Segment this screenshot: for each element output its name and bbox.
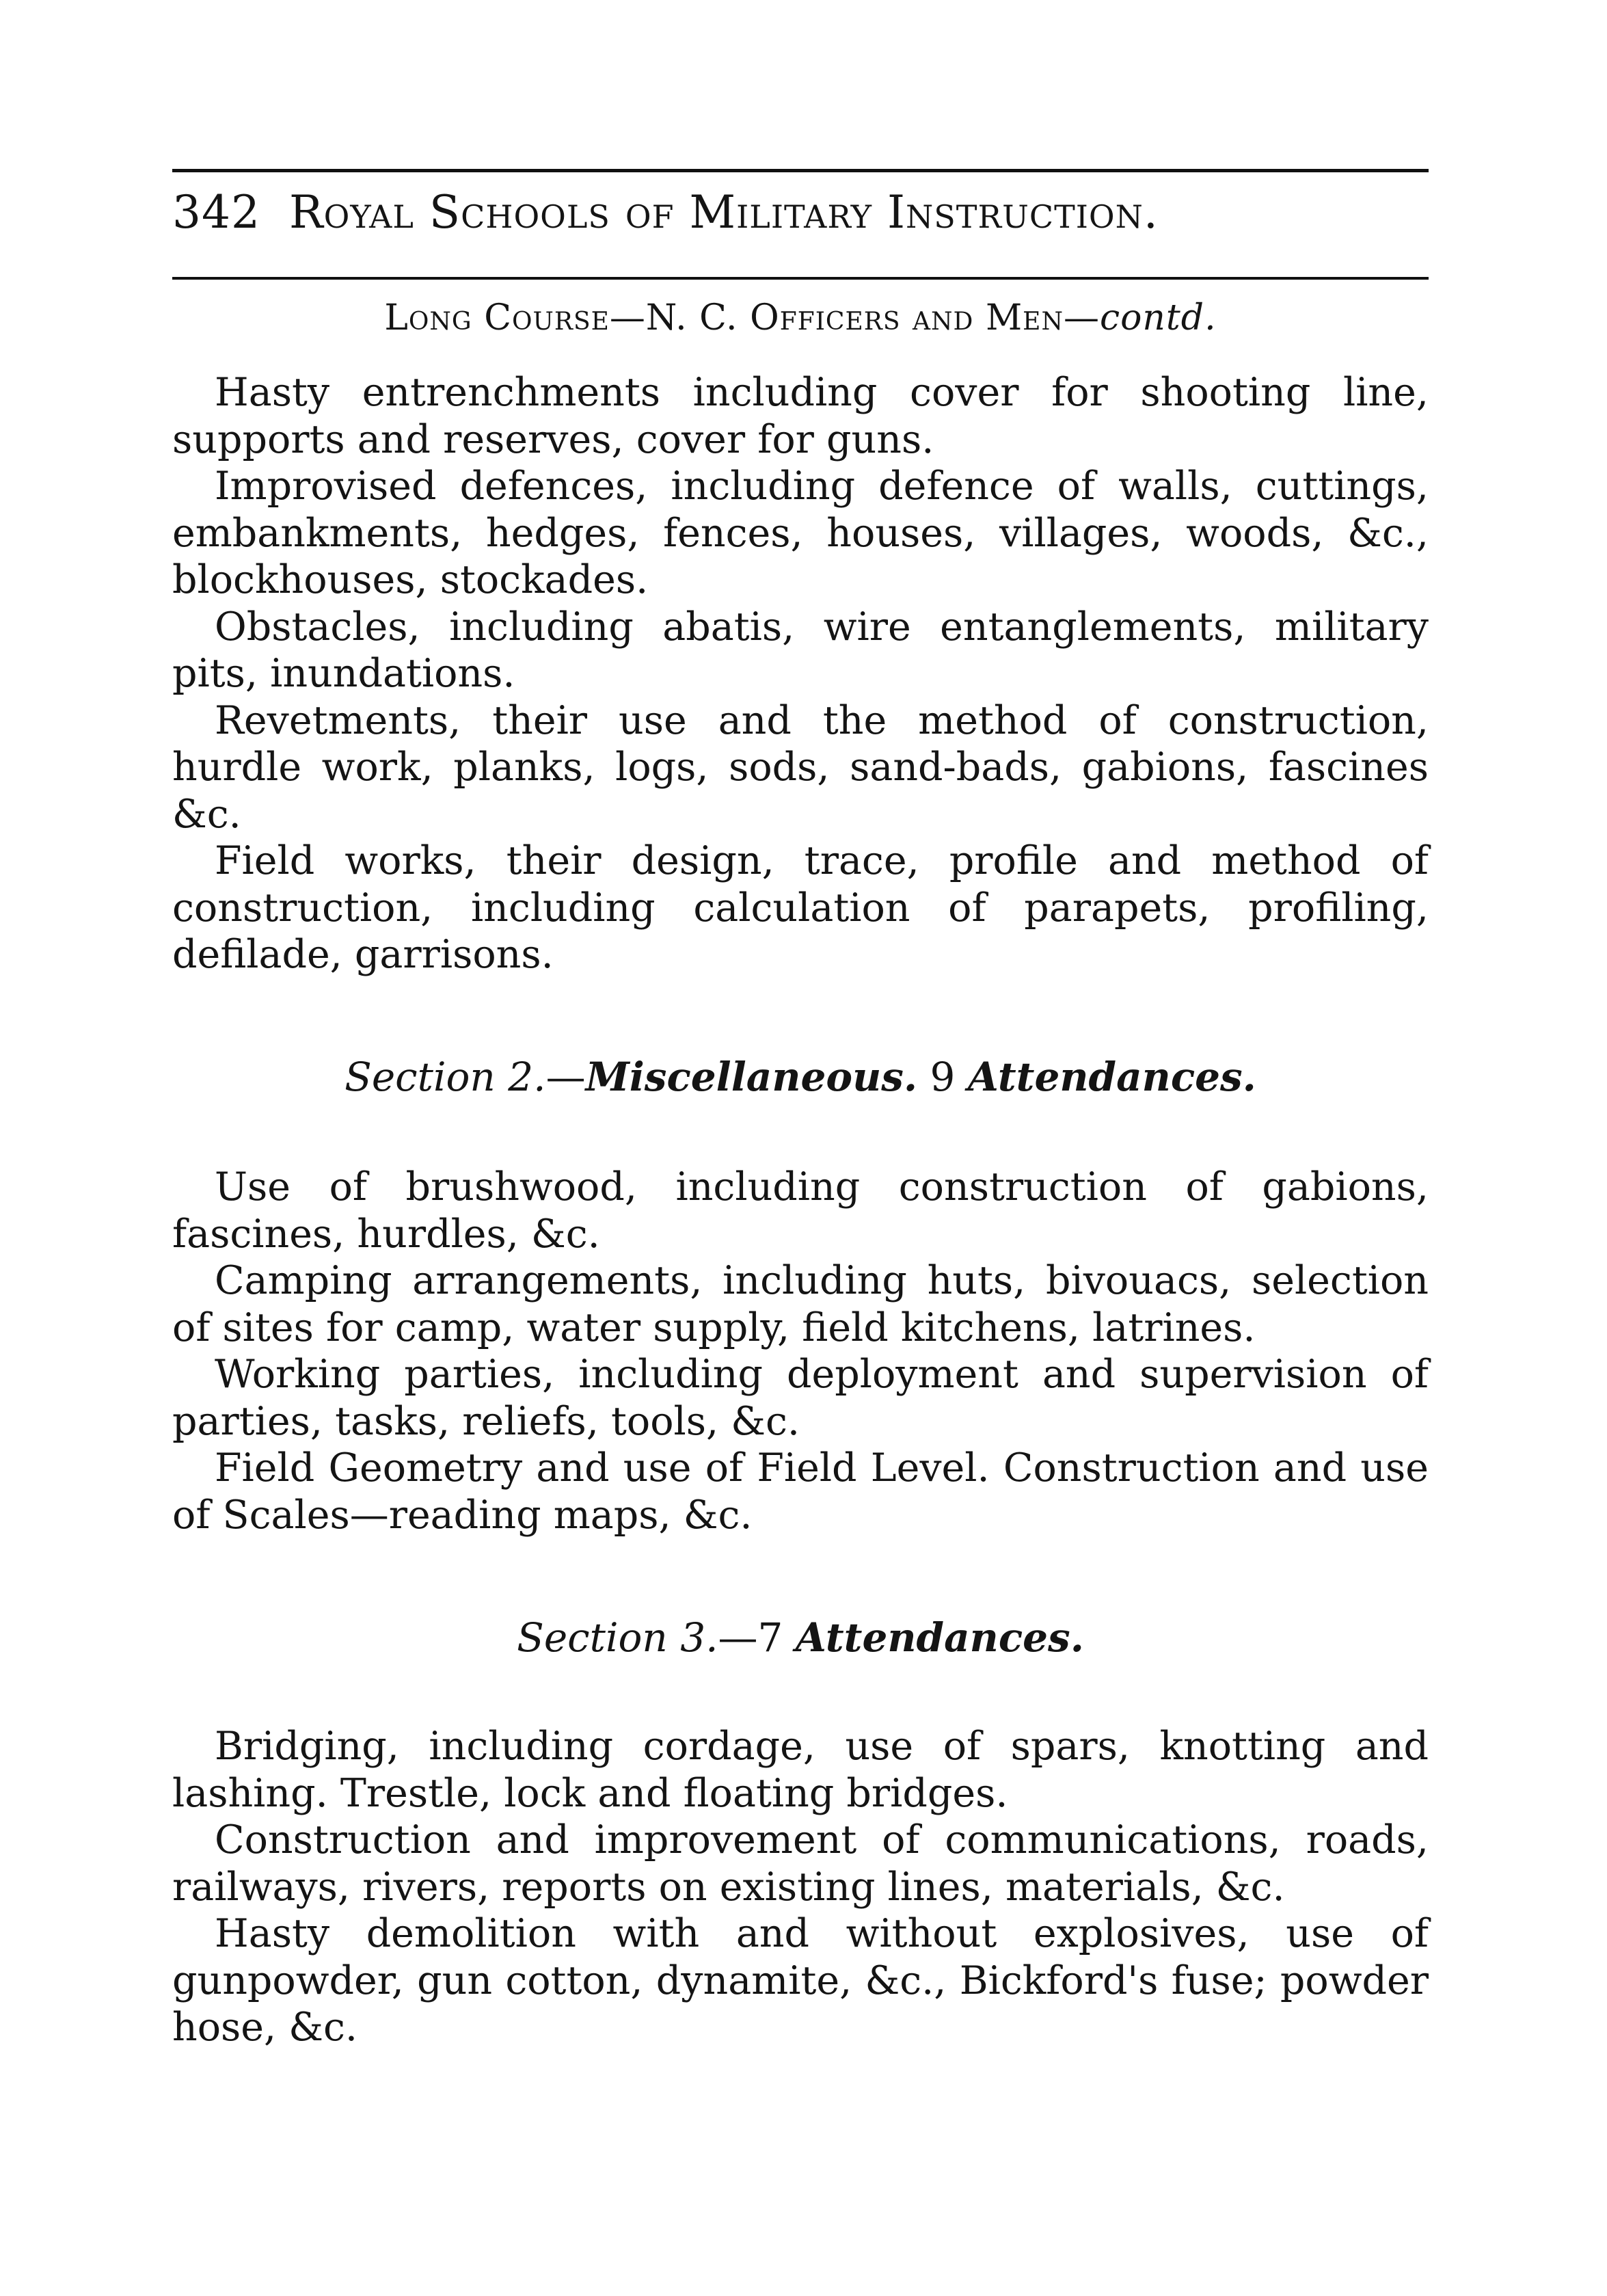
paragraph: Camping arrangements, including huts, bivouacs, selection of sites for camp, water supply, field kitchens, latrines. [172,1258,1429,1350]
section-3-attendance-label: Attendances. [795,1614,1084,1661]
paragraph: Use of brushwood, including construction of gabions, fascines, hurdles, &c. [172,1164,1429,1257]
header-top-rule [172,169,1429,172]
paragraph: Bridging, including cordage, use of spars, knotting and lashing. Trestle, lock and floating bridges. [172,1724,1429,1816]
paragraph: Construction and improvement of communications, roads, railways, rivers, reports on existing lines, materials, &c. [172,1817,1429,1910]
paragraph: Field Geometry and use of Field Level. Construction and use of Scales—reading maps, &c. [172,1445,1429,1538]
running-head [172,186,1429,263]
section-2-attendance-count: 9 [930,1054,956,1100]
paragraph: Obstacles, including abatis, wire entanglements, military pits, inundations. [172,604,1429,696]
paragraph: Revetments, their use and the method of construction, hurdle work, planks, logs, sods, sand-bads, gabions, fascines &c. [172,697,1429,837]
section-3-heading [172,1614,1429,1661]
section-2-heading [172,1053,1429,1101]
course-subheading-main: Long Course—N. C. Officers and Men— [384,297,1100,338]
section-1-body [172,369,1429,978]
section-3-attendance-count: 7 [757,1614,783,1661]
section-2-dash: — [545,1054,586,1100]
section-2-title: Miscellaneous. [585,1054,918,1100]
section-2-body [172,1164,1429,1538]
section-2-attendance-label: Attendances. [967,1054,1256,1100]
course-subheading [172,294,1429,342]
paragraph: Hasty demolition with and without explosives, use of gunpowder, gun cotton, dynamite, &c., Bickford's fuse; powder hose, &c. [172,1911,1429,2050]
page-number: 342 [172,186,260,239]
paragraph: Working parties, including deployment and supervision of parties, tasks, reliefs, tools, &c. [172,1352,1429,1444]
section-3-body [172,1723,1429,2051]
course-subheading-contd: contd. [1099,297,1217,338]
header-bottom-rule [172,277,1429,280]
paragraph: Improvised defences, including defence of walls, cuttings, embankments, hedges, fences, houses, villages, woods, &c., blockhouses, stockades. [172,464,1429,602]
paragraph: Field works, their design, trace, profile and method of construction, including calculation of parapets, profiling, defilade, garrisons. [172,838,1429,977]
running-title: Royal Schools of Military Instruction. [288,186,1159,239]
section-2-label: Section 2. [345,1054,546,1100]
section-3-dash: — [718,1614,758,1661]
paragraph: Hasty entrenchments including cover for shooting line, supports and reserves, cover for guns. [172,370,1429,462]
section-3-label: Section 3. [517,1614,718,1661]
